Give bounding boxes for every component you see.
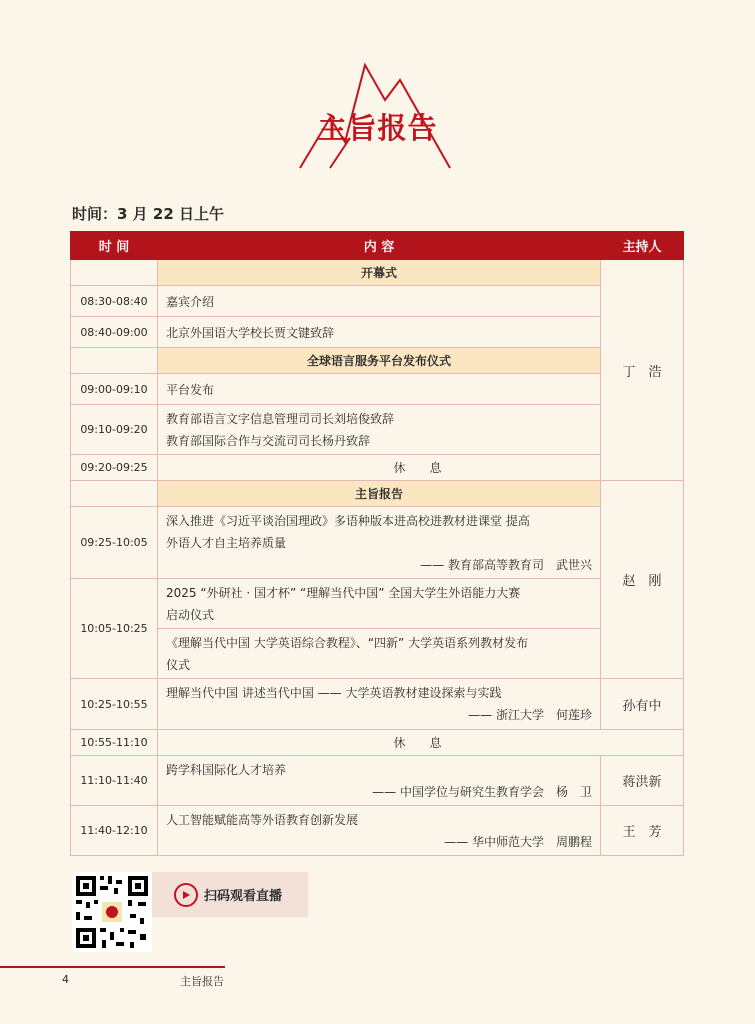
content-cell: 平台发布: [158, 374, 601, 405]
host-cell: 赵 刚: [601, 481, 684, 679]
play-icon: [174, 883, 198, 907]
header-time: 时 间: [71, 232, 158, 260]
table-row: [71, 679, 684, 730]
time-cell: 08:30-08:40: [71, 286, 158, 317]
time-cell: 10:55-11:10: [71, 730, 158, 756]
content-cell: [158, 806, 601, 856]
content-line: 《理解当代中国 大学英语综合教程》、“四新” 大学英语系列教材发布: [166, 635, 529, 650]
content-line: 教育部国际合作与交流司司长杨丹致辞: [166, 433, 371, 448]
speaker: —— 中国学位与研究生教育学会 杨 卫: [372, 784, 592, 799]
time-cell: 10:25-10:55: [71, 679, 158, 730]
time-cell: [71, 348, 158, 374]
footer-title: 主旨报告: [180, 975, 224, 988]
table-header-row: [71, 232, 684, 260]
host-cell: 丁 浩: [601, 260, 684, 481]
speaker: —— 浙江大学 何莲珍: [468, 708, 592, 722]
page-number: 4: [62, 973, 69, 986]
table-row: [71, 286, 684, 317]
time-cell: 11:10-11:40: [71, 756, 158, 806]
time-cell: 11:40-12:10: [71, 806, 158, 856]
content-cell: [158, 405, 601, 455]
content-line: 启动仪式: [166, 607, 215, 622]
watch-live-button[interactable]: [152, 872, 308, 917]
footer-divider: [0, 966, 225, 968]
content-line: 深入推进《习近平谈治国理政》多语种版本进高校进教材进课堂 提高: [166, 513, 530, 528]
time-cell: 10:05-10:25: [71, 579, 158, 679]
time-cell: 09:10-09:20: [71, 405, 158, 455]
schedule-table: [70, 231, 684, 856]
content-cell: 嘉宾介绍: [158, 286, 601, 317]
table-row: [71, 579, 684, 629]
watch-live-label: 扫码观看直播: [204, 889, 283, 904]
content-cell: [158, 507, 601, 579]
host-cell: 蒋洪新: [601, 756, 684, 806]
content-cell: 北京外国语大学校长贾文键致辞: [158, 317, 601, 348]
time-cell: 09:20-09:25: [71, 455, 158, 481]
content-line: 理解当代中国 讲述当代中国 —— 大学英语教材建设探索与实践: [166, 686, 502, 700]
section-opening: 开幕式: [158, 260, 601, 286]
time-cell: 08:40-09:00: [71, 317, 158, 348]
table-row: [71, 317, 684, 348]
table-row: [71, 374, 684, 405]
content-line: 仪式: [166, 657, 191, 672]
table-row: [71, 629, 684, 679]
content-line: 2025 “外研社 · 国才杯” “理解当代中国” 全国大学生外语能力大赛: [166, 585, 521, 600]
time-label: 时间：3 月 22 日上午: [72, 205, 224, 223]
content-cell: [158, 579, 601, 629]
speaker: —— 教育部高等教育司 武世兴: [420, 557, 592, 572]
content-cell: [158, 679, 601, 730]
table-row: [71, 260, 684, 286]
table-row: [71, 806, 684, 856]
host-cell: 孙有中: [601, 679, 684, 730]
section-keynote: 主旨报告: [158, 481, 601, 507]
time-cell: 09:00-09:10: [71, 374, 158, 405]
table-row: [71, 481, 684, 507]
header-host: 主持人: [601, 232, 684, 260]
table-row: [71, 756, 684, 806]
speaker: —— 华中师范大学 周鹏程: [444, 834, 592, 849]
time-cell: [71, 260, 158, 286]
host-cell: 王 芳: [601, 806, 684, 856]
table-row: [71, 507, 684, 579]
content-line: 人工智能赋能高等外语教育创新发展: [166, 812, 359, 827]
rest-cell: 休 息: [158, 730, 684, 756]
rest-cell: 休 息: [158, 455, 684, 481]
content-cell: [158, 629, 601, 679]
content-line: 外语人才自主培养质量: [166, 535, 287, 550]
time-cell: 09:25-10:05: [71, 507, 158, 579]
section-platform: 全球语言服务平台发布仪式: [158, 348, 601, 374]
content-line: 教育部语言文字信息管理司司长刘培俊致辞: [166, 411, 395, 426]
page-title: 主旨报告: [317, 111, 438, 145]
table-row: [71, 405, 684, 455]
content-line: 跨学科国际化人才培养: [166, 762, 287, 777]
time-cell: [71, 481, 158, 507]
header-content: 内 容: [158, 232, 601, 260]
table-row: [71, 455, 684, 481]
table-row: [71, 730, 684, 756]
qr-code-icon[interactable]: [72, 872, 152, 952]
table-row: [71, 348, 684, 374]
content-cell: [158, 756, 601, 806]
